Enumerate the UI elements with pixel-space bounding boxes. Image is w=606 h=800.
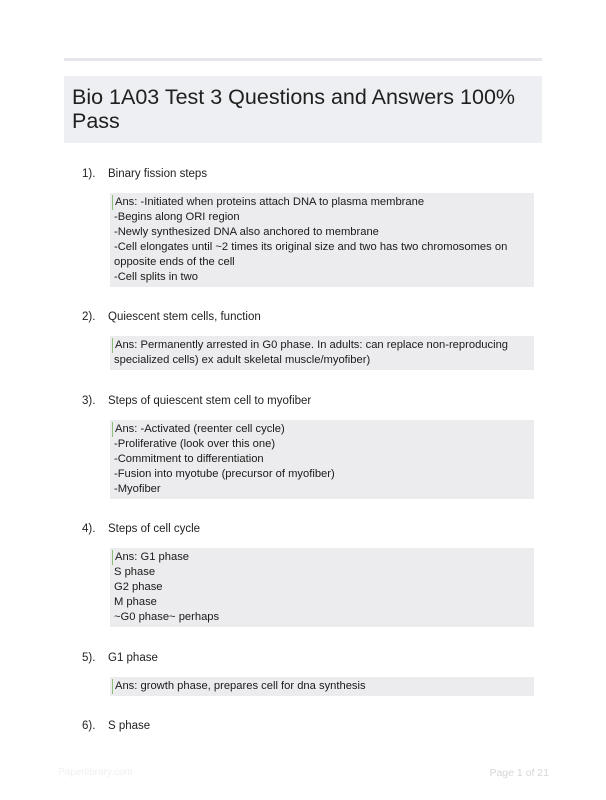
answer-box xyxy=(110,193,534,287)
question-number: 6). xyxy=(82,720,96,732)
answer-line: M phase xyxy=(114,596,157,608)
title-banner xyxy=(64,76,542,143)
question-text: Steps of cell cycle xyxy=(108,523,201,535)
answer-line: -Fusion into myotube (precursor of myofiber) xyxy=(114,468,335,480)
answer-line: Ans: G1 phase xyxy=(112,550,528,565)
question-text: Binary fission steps xyxy=(108,168,208,180)
answer-line: ~G0 phase~ perhaps xyxy=(114,611,220,623)
answer-line: specialized cells) ex adult skeletal muscle/myofiber) xyxy=(114,354,371,366)
document-title xyxy=(72,85,534,133)
answer-box xyxy=(110,548,534,627)
answer-box xyxy=(110,420,534,499)
answer-line: -Begins along ORI region xyxy=(114,211,240,223)
answer-box xyxy=(110,677,534,696)
answer-box xyxy=(110,336,534,370)
question-text: G1 phase xyxy=(108,652,158,664)
top-divider xyxy=(64,58,542,61)
answer-line: S phase xyxy=(114,566,156,578)
answer-line: Ans: -Initiated when proteins attach DNA to plasma membrane xyxy=(112,195,528,210)
answer-line: G2 phase xyxy=(114,581,163,593)
answer-line: Ans: -Activated (reenter cell cycle) xyxy=(112,422,528,437)
answer-line: -Cell elongates until ~2 times its original size and two has two chromosomes on xyxy=(114,241,508,253)
page-number: Page 1 of 21 xyxy=(489,767,549,779)
question-number: 4). xyxy=(82,523,96,535)
answer-line: -Proliferative (look over this one) xyxy=(114,438,276,450)
question-number: 5). xyxy=(82,652,96,664)
document-title-line-2: Pass xyxy=(72,109,120,133)
question-text: Steps of quiescent stem cell to myofiber xyxy=(108,395,312,407)
question-number: 1). xyxy=(82,168,96,180)
answer-line: -Commitment to differentiation xyxy=(114,453,264,465)
answer-line: Ans: Permanently arrested in G0 phase. In adults: can replace non-reproducing xyxy=(112,338,528,353)
answer-line: Ans: growth phase, prepares cell for dna synthesis xyxy=(112,679,528,694)
question-text: Quiescent stem cells, function xyxy=(108,311,261,323)
question-text: S phase xyxy=(108,720,151,732)
answer-line: -Myofiber xyxy=(114,483,161,495)
question-number: 3). xyxy=(82,395,96,407)
answer-line: opposite ends of the cell xyxy=(114,256,235,268)
document-title-line-1: Bio 1A03 Test 3 Questions and Answers 100% xyxy=(72,85,516,109)
answer-line: -Newly synthesized DNA also anchored to membrane xyxy=(114,226,379,238)
answer-line: -Cell splits in two xyxy=(114,271,198,283)
footer-watermark: Paperlibrary.com xyxy=(58,767,133,778)
question-number: 2). xyxy=(82,311,96,323)
